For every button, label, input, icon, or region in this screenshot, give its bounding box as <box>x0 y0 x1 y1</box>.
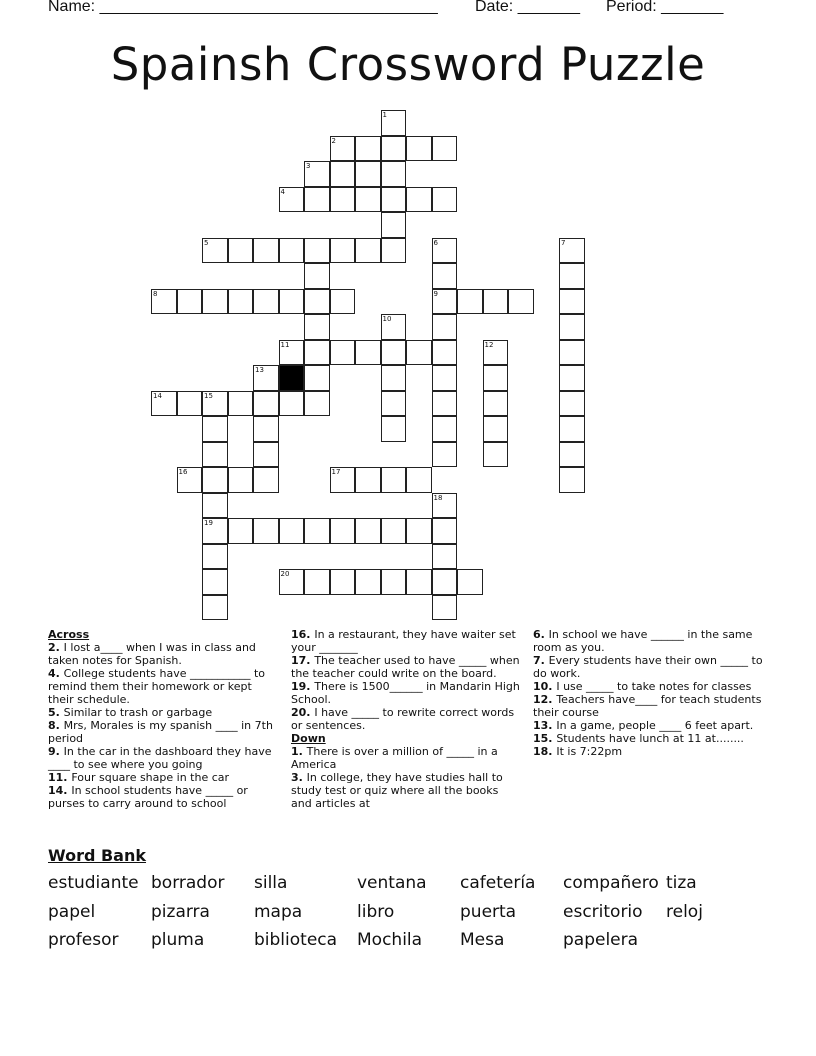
grid-cell[interactable] <box>483 340 509 366</box>
grid-cell[interactable] <box>151 391 177 417</box>
grid-cell[interactable] <box>330 569 356 595</box>
grid-cell[interactable] <box>177 391 203 417</box>
grid-cell[interactable] <box>559 365 585 391</box>
grid-cell[interactable] <box>432 493 458 519</box>
grid-cell[interactable] <box>177 467 203 493</box>
clue-item-number: 13. <box>533 719 557 732</box>
clue-item <box>291 628 521 654</box>
grid-cell[interactable] <box>381 161 407 187</box>
clue-item-text: There is 1500______ in Mandarin High School. <box>291 680 520 706</box>
clue-number: 2 <box>331 136 336 145</box>
clue-item-text: I have _____ to rewrite correct words or sentences. <box>291 706 515 732</box>
grid-cell[interactable] <box>559 289 585 315</box>
clue-item <box>48 706 280 719</box>
clue-number: 6 <box>433 238 438 247</box>
clue-item-number: 14. <box>48 784 72 797</box>
word-bank-word: ventana <box>357 873 427 893</box>
grid-cell[interactable] <box>202 467 228 493</box>
clue-item-number: 9. <box>48 745 64 758</box>
across-heading: Across <box>48 628 90 641</box>
grid-cell[interactable] <box>508 289 534 315</box>
grid-cell[interactable] <box>381 416 407 442</box>
clue-item <box>48 784 280 810</box>
grid-cell[interactable] <box>355 161 381 187</box>
word-bank-word: escritorio <box>563 901 643 922</box>
grid-cell[interactable] <box>330 238 356 264</box>
word-bank-word: Mesa <box>460 930 505 950</box>
grid-cell[interactable] <box>432 187 458 213</box>
grid-cell[interactable] <box>432 238 458 264</box>
grid-cell[interactable] <box>304 569 330 595</box>
clue-number: 16 <box>178 468 188 476</box>
word-bank-word: borrador <box>151 873 225 893</box>
clue-item-number: 10. <box>533 680 557 693</box>
grid-cell[interactable] <box>432 391 458 417</box>
grid-cell[interactable] <box>483 391 509 417</box>
clue-item <box>291 745 521 771</box>
grid-cell[interactable] <box>406 136 432 162</box>
grid-cell[interactable] <box>279 187 305 213</box>
clue-item-text: In the car in the dashboard they have ____ to see where you going <box>48 745 272 771</box>
clue-item-number: 16. <box>291 628 315 641</box>
grid-cell[interactable] <box>355 340 381 366</box>
clue-item <box>533 693 765 719</box>
grid-cell[interactable] <box>202 544 228 570</box>
grid-cell[interactable] <box>304 518 330 544</box>
grid-cell[interactable] <box>253 238 279 264</box>
clue-item-number: 15. <box>533 732 557 745</box>
clue-item-number: 17. <box>291 654 315 667</box>
black-cell <box>279 365 305 391</box>
clue-item-text: I lost a____ when I was in class and taken notes for Spanish. <box>48 641 256 667</box>
grid-cell[interactable] <box>432 365 458 391</box>
clue-item-number: 3. <box>291 771 307 784</box>
grid-cell[interactable] <box>253 289 279 315</box>
grid-cell[interactable] <box>406 340 432 366</box>
grid-cell[interactable] <box>202 238 228 264</box>
grid-cell[interactable] <box>253 442 279 468</box>
clue-item-number: 11. <box>48 771 72 784</box>
clue-item-text: There is over a million of _____ in a America <box>291 745 498 771</box>
grid-cell[interactable] <box>304 263 330 289</box>
word-bank-word: Mochila <box>357 930 423 950</box>
grid-cell[interactable] <box>304 391 330 417</box>
grid-cell[interactable] <box>355 187 381 213</box>
clue-number: 12 <box>484 340 494 349</box>
grid-cell[interactable] <box>559 340 585 366</box>
clue-number: 14 <box>153 391 162 400</box>
grid-cell[interactable] <box>202 493 228 519</box>
clue-item-text: I use _____ to take notes for classes <box>556 680 752 693</box>
clue-item <box>291 771 521 810</box>
clue-number: 13 <box>255 366 264 374</box>
grid-cell[interactable] <box>432 314 458 340</box>
word-bank-word: papelera <box>563 930 639 950</box>
grid-cell[interactable] <box>355 569 381 595</box>
clue-item <box>533 680 765 693</box>
clue-item <box>533 732 765 745</box>
clue-item-text: Four square shape in the car <box>71 771 230 784</box>
word-bank-word: puerta <box>460 901 517 922</box>
grid-cell[interactable] <box>406 187 432 213</box>
clue-item <box>533 719 765 732</box>
clue-number: 3 <box>306 162 311 170</box>
clue-item-number: 20. <box>291 706 315 719</box>
grid-cell[interactable] <box>483 289 509 315</box>
clue-item-text: In a restaurant, they have waiter set your _______ <box>291 628 516 654</box>
grid-cell[interactable] <box>279 238 305 264</box>
clues-column-3 <box>533 628 765 758</box>
grid-cell[interactable] <box>355 238 381 264</box>
grid-cell[interactable] <box>304 365 330 391</box>
clue-number: 7 <box>561 238 566 247</box>
grid-cell[interactable] <box>330 289 356 315</box>
grid-cell[interactable] <box>304 161 330 187</box>
clue-item-text: In school students have _____ or purses to carry around to school <box>48 784 248 810</box>
grid-cell[interactable] <box>304 238 330 264</box>
clue-item <box>48 719 280 745</box>
clue-item-text: Teachers have____ for teach students their course <box>533 693 762 719</box>
clue-item-text: In school we have ______ in the same room as you. <box>533 628 753 654</box>
grid-cell[interactable] <box>559 314 585 340</box>
clue-number: 20 <box>280 570 290 578</box>
date-field[interactable]: Date: _______ <box>475 0 580 15</box>
grid-cell[interactable] <box>406 569 432 595</box>
clue-item <box>291 680 521 706</box>
grid-cell[interactable] <box>330 518 356 544</box>
clue-item-number: 8. <box>48 719 64 732</box>
clue-number: 8 <box>153 289 158 298</box>
grid-cell[interactable] <box>381 212 407 238</box>
grid-cell[interactable] <box>432 136 458 162</box>
clue-item <box>291 654 521 680</box>
page-title: Spainsh Crossword Puzzle <box>110 38 706 91</box>
grid-cell[interactable] <box>253 467 279 493</box>
grid-cell[interactable] <box>202 289 228 315</box>
clues-column-2 <box>291 628 521 810</box>
clue-item-text: It is 7:22pm <box>556 745 623 758</box>
grid-cell[interactable] <box>228 391 254 417</box>
clue-item-number: 18. <box>533 745 557 758</box>
clue-item-text: In college, they have studies hall to study test or quiz where all the books and articles at <box>291 771 503 810</box>
word-bank-word: mapa <box>254 901 303 922</box>
clue-number: 18 <box>433 493 443 502</box>
grid-cell[interactable] <box>202 391 228 417</box>
grid-cell[interactable] <box>202 518 228 544</box>
grid-cell[interactable] <box>253 365 279 391</box>
word-bank-word: pluma <box>151 930 205 950</box>
grid-cell[interactable] <box>355 467 381 493</box>
grid-cell[interactable] <box>253 518 279 544</box>
grid-cell[interactable] <box>330 161 356 187</box>
grid-cell[interactable] <box>177 289 203 315</box>
grid-cell[interactable] <box>279 289 305 315</box>
grid-cell[interactable] <box>457 569 483 595</box>
grid-cell[interactable] <box>432 442 458 468</box>
grid-cell[interactable] <box>483 442 509 468</box>
clue-item-text: College students have ___________ to remind them their homework or kept their schedule. <box>48 667 266 706</box>
word-bank-word: silla <box>254 873 288 893</box>
grid-cell[interactable] <box>228 238 254 264</box>
grid-cell[interactable] <box>202 442 228 468</box>
grid-cell[interactable] <box>151 289 177 315</box>
clue-item <box>291 706 521 732</box>
clue-item <box>48 771 280 784</box>
clue-item <box>533 745 765 758</box>
grid-cell[interactable] <box>381 391 407 417</box>
clue-item-number: 7. <box>533 654 549 667</box>
grid-cell[interactable] <box>279 391 305 417</box>
period-field[interactable]: Period: _______ <box>606 0 724 15</box>
grid-cell[interactable] <box>202 595 228 621</box>
grid-cell[interactable] <box>304 340 330 366</box>
grid-cell[interactable] <box>330 187 356 213</box>
grid-cell[interactable] <box>304 187 330 213</box>
clue-item-text: Mrs, Morales is my spanish ____ in 7th period <box>48 719 273 745</box>
grid-cell[interactable] <box>559 416 585 442</box>
clue-item-text: Similar to trash or garbage <box>63 706 213 719</box>
clue-item <box>533 628 765 654</box>
grid-cell[interactable] <box>202 569 228 595</box>
word-bank-title: Word Bank <box>48 846 147 865</box>
clue-number: 1 <box>382 111 387 119</box>
grid-cell[interactable] <box>381 314 407 340</box>
grid-cell[interactable] <box>559 467 585 493</box>
clue-item-text: In a game, people ____ 6 feet apart. <box>556 719 754 732</box>
grid-cell[interactable] <box>304 289 330 315</box>
word-bank-word: biblioteca <box>254 930 338 950</box>
grid-cell[interactable] <box>432 289 458 315</box>
clue-item <box>48 667 280 706</box>
grid-cell[interactable] <box>381 110 407 136</box>
grid-cell[interactable] <box>279 518 305 544</box>
clue-item-number: 1. <box>291 745 307 758</box>
grid-cell[interactable] <box>432 569 458 595</box>
word-bank-word: compañero <box>563 873 659 893</box>
grid-cell[interactable] <box>381 365 407 391</box>
clue-number: 15 <box>204 391 213 400</box>
grid-cell[interactable] <box>381 569 407 595</box>
word-bank-word: reloj <box>666 901 703 922</box>
grid-cell[interactable] <box>406 467 432 493</box>
grid-cell[interactable] <box>432 263 458 289</box>
grid-cell[interactable] <box>330 340 356 366</box>
name-field[interactable]: Name: ______________________________________ <box>48 0 438 15</box>
clue-item-number: 12. <box>533 693 557 706</box>
clue-item <box>48 745 280 771</box>
down-heading: Down <box>291 732 326 745</box>
grid-cell[interactable] <box>381 136 407 162</box>
clue-item-number: 5. <box>48 706 64 719</box>
grid-cell[interactable] <box>381 467 407 493</box>
word-bank-word: tiza <box>666 873 697 893</box>
grid-cell[interactable] <box>381 187 407 213</box>
clue-item-number: 2. <box>48 641 64 654</box>
grid-cell[interactable] <box>483 416 509 442</box>
clue-number: 17 <box>331 468 341 476</box>
clue-number: 19 <box>204 519 213 527</box>
grid-cell[interactable] <box>279 569 305 595</box>
clue-item-number: 4. <box>48 667 64 680</box>
grid-cell[interactable] <box>559 391 585 417</box>
grid-cell[interactable] <box>330 136 356 162</box>
grid-cell[interactable] <box>432 544 458 570</box>
clue-number: 10 <box>382 315 392 323</box>
clue-number: 4 <box>280 187 285 196</box>
grid-cell[interactable] <box>381 238 407 264</box>
clue-number: 9 <box>433 289 438 298</box>
grid-cell[interactable] <box>432 595 458 621</box>
clue-number: 5 <box>204 238 209 247</box>
clue-item-number: 6. <box>533 628 549 641</box>
clue-item <box>533 654 765 680</box>
clue-item-text: Every students have their own _____ to do work. <box>533 654 763 680</box>
grid-cell[interactable] <box>559 263 585 289</box>
grid-cell[interactable] <box>355 136 381 162</box>
clues-column-1 <box>48 628 280 810</box>
grid-cell[interactable] <box>355 518 381 544</box>
word-bank-word: profesor <box>48 930 119 950</box>
grid-cell[interactable] <box>432 518 458 544</box>
word-bank-word: libro <box>357 901 395 922</box>
word-bank-word: pizarra <box>151 901 210 922</box>
grid-cell[interactable] <box>432 340 458 366</box>
grid-cell[interactable] <box>202 416 228 442</box>
word-bank-word: estudiante <box>48 873 139 893</box>
grid-cell[interactable] <box>253 391 279 417</box>
grid-cell[interactable] <box>483 365 509 391</box>
grid-cell[interactable] <box>279 340 305 366</box>
grid-cell[interactable] <box>559 442 585 468</box>
grid-cell[interactable] <box>228 518 254 544</box>
clue-item-text: Students have lunch at 11 at........ <box>556 732 744 745</box>
word-bank-word: papel <box>48 901 96 922</box>
grid-cell[interactable] <box>330 467 356 493</box>
clue-number: 11 <box>280 340 290 349</box>
grid-cell[interactable] <box>381 340 407 366</box>
grid-cell[interactable] <box>253 416 279 442</box>
grid-cell[interactable] <box>304 314 330 340</box>
grid-cell[interactable] <box>457 289 483 315</box>
grid-cell[interactable] <box>228 467 254 493</box>
clue-item-text: The teacher used to have _____ when the teacher could write on the board. <box>291 654 520 680</box>
word-bank-word: cafetería <box>460 873 536 893</box>
grid-cell[interactable] <box>559 238 585 264</box>
clue-item <box>48 641 280 667</box>
grid-cell[interactable] <box>381 518 407 544</box>
clue-item-number: 19. <box>291 680 315 693</box>
grid-cell[interactable] <box>406 518 432 544</box>
grid-cell[interactable] <box>228 289 254 315</box>
grid-cell[interactable] <box>432 416 458 442</box>
